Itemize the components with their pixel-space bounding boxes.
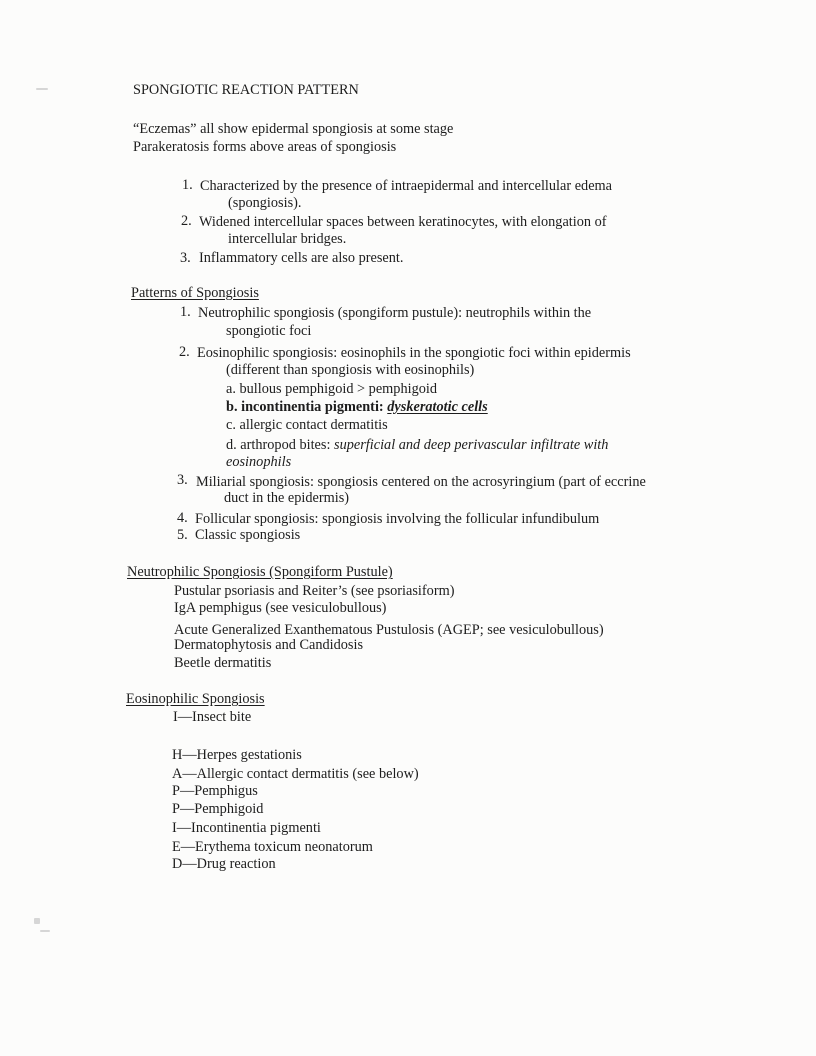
- list-item: Pustular psoriasis and Reiter’s (see psoriasiform): [174, 583, 455, 599]
- sub-item-note: dyskeratotic cells: [387, 399, 488, 415]
- pattern-text: Classic spongiosis: [195, 527, 301, 543]
- list-number: 1.: [180, 304, 191, 320]
- section-heading: Neutrophilic Spongiosis (Spongiform Pustule): [127, 564, 393, 580]
- sub-item-note: superficial and deep perivascular infiltrate with: [334, 437, 609, 453]
- pattern-text: Follicular spongiosis: spongiosis involving the follicular infundibulum: [195, 511, 600, 527]
- pattern-text: spongiotic foci: [226, 323, 312, 339]
- mnemonic-item: P—Pemphigoid: [172, 801, 264, 817]
- mnemonic-item: D—Drug reaction: [172, 856, 276, 872]
- list-number: 2.: [181, 213, 192, 229]
- list-number: 1.: [182, 177, 193, 193]
- scan-speck: [34, 918, 40, 924]
- section-heading: Patterns of Spongiosis: [131, 285, 259, 301]
- section-heading: Eosinophilic Spongiosis: [126, 691, 265, 707]
- mnemonic-item: H—Herpes gestationis: [172, 747, 302, 763]
- mnemonic-item: A—Allergic contact dermatitis (see below): [172, 766, 419, 782]
- sub-item-label: b. incontinentia pigmenti:: [226, 399, 384, 415]
- feature-text: Characterized by the presence of intraepidermal and intercellular edema: [200, 178, 613, 194]
- pattern-text: Neutrophilic spongiosis (spongiform pustule): neutrophils within the: [198, 305, 592, 321]
- mnemonic-item: I—Incontinentia pigmenti: [172, 820, 321, 836]
- pattern-text: (different than spongiosis with eosinophils): [226, 362, 475, 378]
- list-item: IgA pemphigus (see vesiculobullous): [174, 600, 387, 616]
- list-number: 5.: [177, 527, 188, 543]
- feature-text: intercellular bridges.: [228, 231, 347, 247]
- mnemonic-item: E—Erythema toxicum neonatorum: [172, 839, 373, 855]
- sub-item-label: d. arthropod bites:: [226, 437, 331, 453]
- sub-item: [226, 399, 488, 417]
- list-number: 2.: [179, 344, 190, 360]
- scan-speck: [36, 88, 48, 90]
- list-item: Beetle dermatitis: [174, 655, 272, 671]
- sub-item: c. allergic contact dermatitis: [226, 417, 388, 433]
- list-number: 3.: [180, 250, 191, 266]
- sub-item-note: eosinophils: [226, 454, 292, 470]
- feature-text: Widened intercellular spaces between keratinocytes, with elongation of: [199, 214, 607, 230]
- mnemonic-item: I—Insect bite: [173, 709, 252, 725]
- mnemonic-item: P—Pemphigus: [172, 783, 258, 799]
- pattern-text: Miliarial spongiosis: spongiosis centered on the acrosyringium (part of eccrine: [196, 474, 646, 490]
- list-number: 4.: [177, 510, 188, 526]
- list-number: 3.: [177, 472, 188, 488]
- feature-text: (spongiosis).: [228, 195, 302, 211]
- feature-text: Inflammatory cells are also present.: [199, 250, 404, 266]
- scan-speck: [40, 930, 50, 932]
- intro-line: Parakeratosis forms above areas of spongiosis: [133, 139, 397, 155]
- page-title: SPONGIOTIC REACTION PATTERN: [133, 82, 359, 98]
- pattern-text: Eosinophilic spongiosis: eosinophils in the spongiotic foci within epidermis: [197, 345, 631, 361]
- sub-item: [226, 437, 608, 455]
- pattern-text: duct in the epidermis): [224, 490, 350, 506]
- intro-line: “Eczemas” all show epidermal spongiosis at some stage: [133, 121, 454, 137]
- list-item: Dermatophytosis and Candidosis: [174, 637, 364, 653]
- list-item: Acute Generalized Exanthematous Pustulosis (AGEP; see vesiculobullous): [174, 622, 604, 638]
- sub-item: a. bullous pemphigoid > pemphigoid: [226, 381, 437, 397]
